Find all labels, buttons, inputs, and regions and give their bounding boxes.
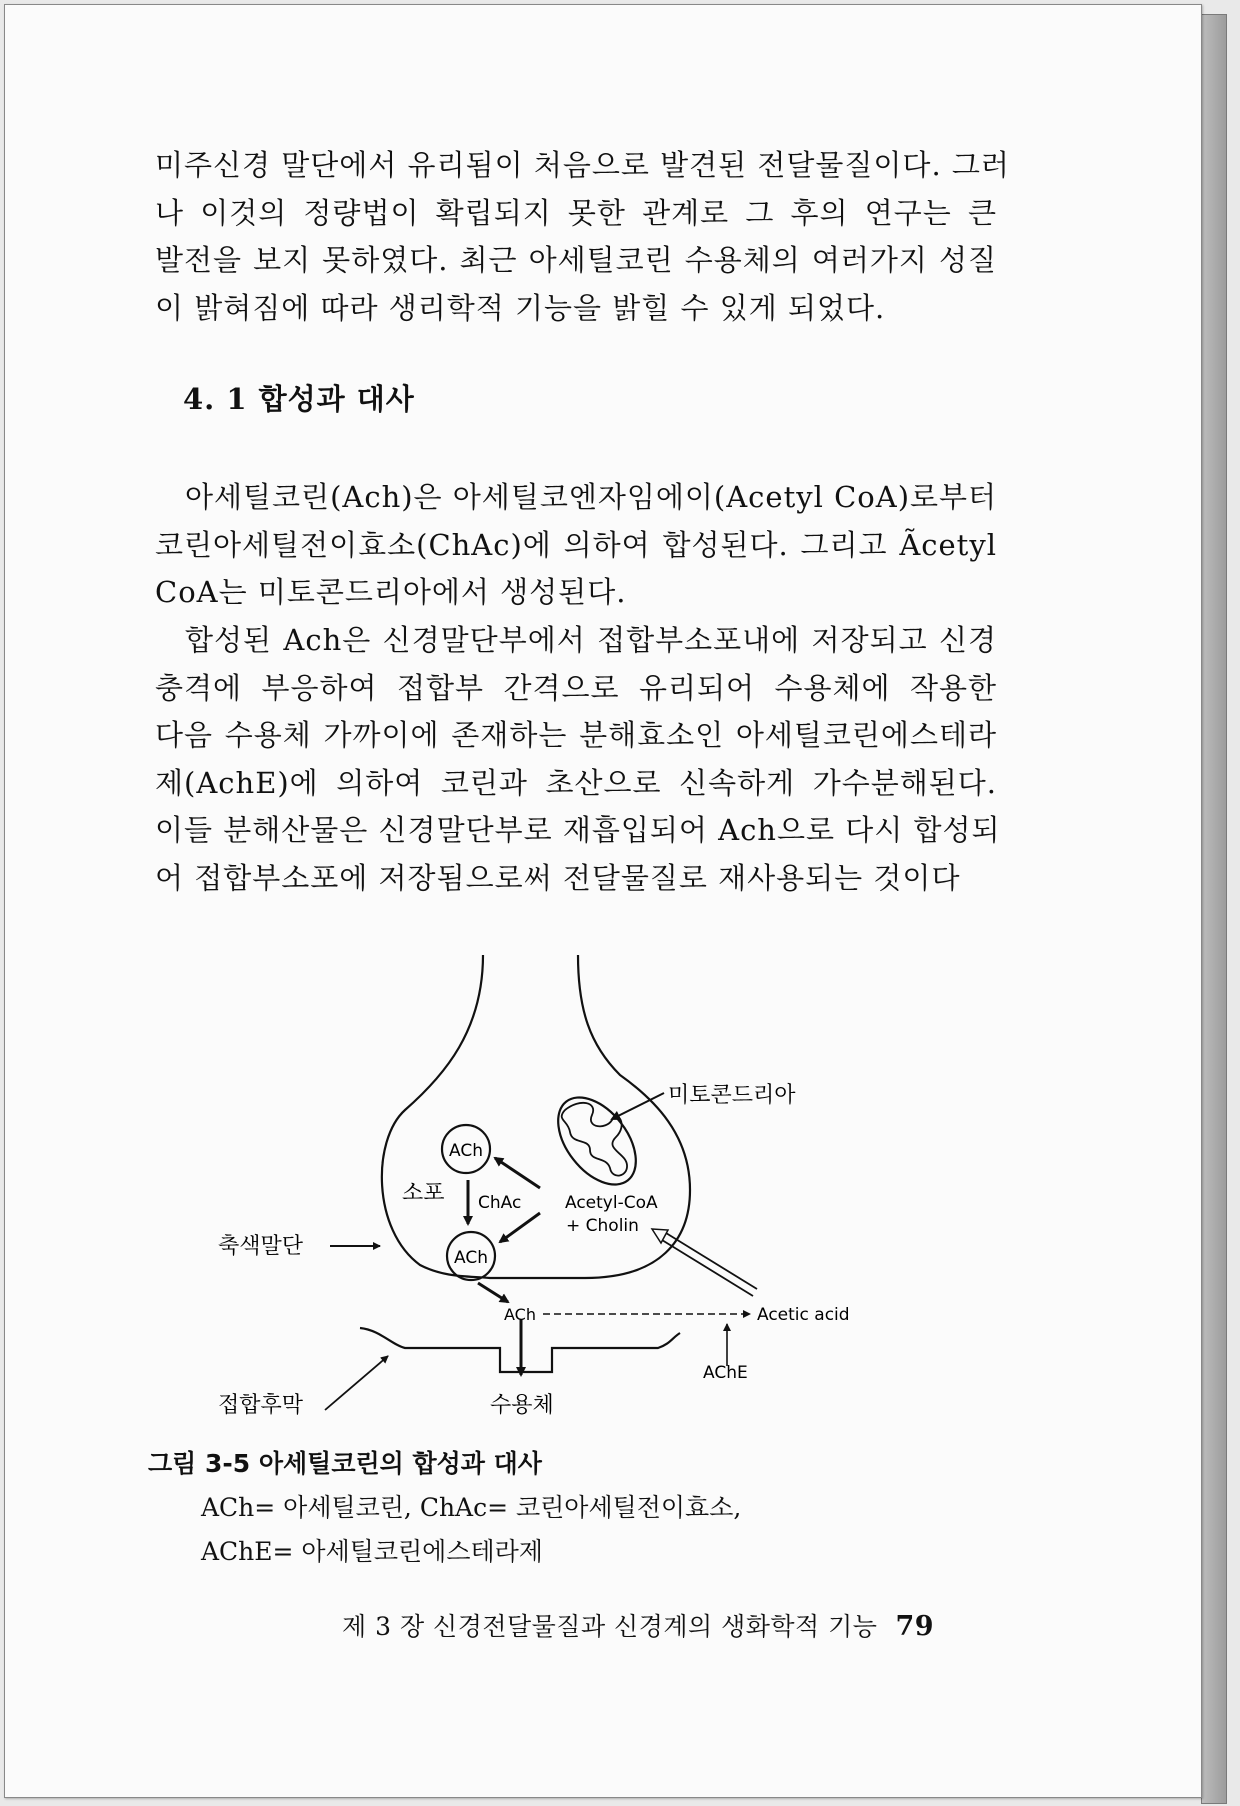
postsynaptic-label: 접합후막 <box>218 1393 304 1418</box>
text-line: 제(AchE)에 의하여 코린과 초산으로 신속하게 가수분해된다. <box>155 765 997 800</box>
ach-released-label: ACh <box>504 1305 536 1324</box>
acetic-acid-label: Acetic acid <box>757 1305 850 1325</box>
text-line: 아세틸코린(Ach)은 아세틸코엔자임에이(Acetyl CoA)로부터 <box>185 480 998 514</box>
axon-terminal-label: 축색말단 <box>218 1234 304 1259</box>
text-line: 어 접합부소포에 저장됨으로써 전달물질로 재사용되는 것이다 <box>155 860 961 895</box>
text-line: 나 이것의 정량법이 확립되지 못한 관계로 그 후의 연구는 큰 <box>155 195 997 230</box>
synthesis-arrow-up <box>495 1158 540 1188</box>
figure-caption <box>148 1442 741 1574</box>
acetyl-coa-label: Acetyl-CoA <box>565 1193 658 1213</box>
reuptake-arrow <box>652 1229 757 1296</box>
text-line: 미주신경 말단에서 유리됨이 처음으로 발견된 전달물질이다. 그러 <box>155 148 1010 182</box>
cholin-label: + Cholin <box>566 1216 639 1236</box>
mitochondrion <box>543 1083 652 1199</box>
text-line: 충격에 부응하여 접합부 간격으로 유리되어 수용체에 작용한 <box>155 670 997 705</box>
caption-title: 그림 3-5 아세틸코린의 합성과 대사 <box>148 1449 542 1478</box>
text-line: 발전을 보지 못하였다. 최근 아세틸코린 수용체의 여러가지 성질 <box>155 243 997 277</box>
ach-top-label: ACh <box>449 1141 483 1161</box>
page-footer <box>342 1607 934 1643</box>
ache-label: AChE <box>703 1363 748 1383</box>
caption-line: ACh= 아세틸코린, ChAc= 코린아세틸전이효소, <box>201 1493 742 1522</box>
text-line: 다음 수용체 가까이에 존재하는 분해효소인 아세틸코린에스테라 <box>155 718 997 752</box>
chac-label: ChAc <box>478 1193 522 1213</box>
vesicle-label: 소포 <box>402 1181 445 1206</box>
text-line: 이들 분해산물은 신경말단부로 재흡입되어 Ach으로 다시 합성되 <box>155 813 1001 847</box>
section-heading: 4. 1 합성과 대사 <box>183 382 415 416</box>
text-line: 합성된 Ach은 신경말단부에서 접합부소포내에 저장되고 신경 <box>185 623 997 657</box>
page-number: 79 <box>895 1611 935 1642</box>
chapter-title: 제 3 장 신경전달물질과 신경계의 생화학적 기능 <box>342 1612 878 1641</box>
postsynaptic-pointer <box>325 1356 388 1410</box>
receptor-label: 수용체 <box>490 1393 554 1418</box>
mitochondria-label: 미토콘드리아 <box>668 1083 796 1108</box>
text-line: 이 밝혀짐에 따라 생리학적 기능을 밝힐 수 있게 되었다. <box>155 290 886 325</box>
release-arrow <box>478 1283 508 1302</box>
text-line: CoA는 미토콘드리아에서 생성된다. <box>155 575 627 609</box>
axon-terminal-outline <box>382 955 690 1278</box>
synthesis-arrow-down <box>500 1213 540 1242</box>
text-line: 코린아세틸전이효소(ChAc)에 의하여 합성된다. 그리고 Ãcetyl <box>155 527 997 562</box>
ach-bottom-label: ACh <box>454 1248 488 1268</box>
caption-line: AChE= 아세틸코린에스테라제 <box>201 1537 543 1566</box>
